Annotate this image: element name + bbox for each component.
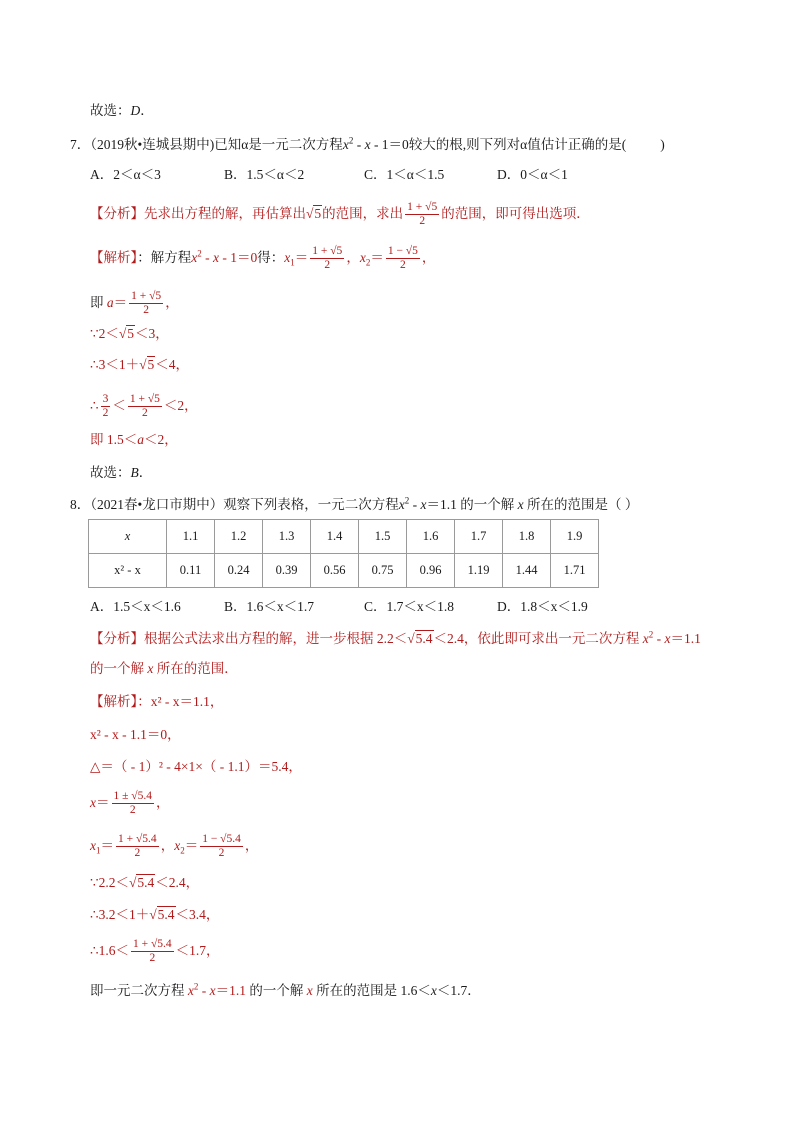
solution-text: x² - x - 1.1＝0， [90, 727, 181, 742]
table-row-f [89, 554, 599, 588]
q7-solution-line5: ∴ $\frac{3}{2}$ ＜ $\frac{1 + √5}{2}$ ＜2， [90, 393, 198, 420]
answer-label: 故选： [90, 103, 131, 118]
solution-text: ＜3.4， [175, 907, 220, 922]
q7-answer-line: 故选：B． [90, 465, 153, 480]
table-cell: 1.2 [215, 520, 263, 554]
solution-tag: 【解析】 [90, 250, 138, 265]
q8-analysis-line2: 的一个解 x 所在的范围． [90, 661, 238, 676]
solution-text: 得： [257, 250, 285, 265]
q7-solution-line2: 即 a＝ $\frac{1 + √5}{2}$ ， [90, 290, 179, 317]
q7-stem-text: 已知α是一元二次方程 [214, 137, 343, 152]
analysis-text: 的范围，求出 [322, 206, 404, 221]
table-cell: 1.5 [359, 520, 407, 554]
table-cell: 1.3 [263, 520, 311, 554]
solution-text: ：x² - x＝1.1， [137, 694, 224, 709]
table-cell: 0.75 [359, 554, 407, 588]
q8-analysis-line1: 【分析】根据公式法求出方程的解，进一步根据 2.2＜√5.4＜2.4，依此即可求出一元二次方程 $x^2 - x=1.1$ [90, 629, 701, 646]
table-cell: 1.7 [455, 520, 503, 554]
solution-tag: 【解析】 [90, 694, 138, 709]
solution-text: ∴3＜1＋ [90, 357, 140, 372]
analysis-text: ＜2.4，依此即可求出一元二次方程 [433, 631, 640, 646]
q7-source: （2019秋•连城县期中) [90, 137, 215, 152]
q7-stem: 7．（2019秋•连城县期中)已知α是一元二次方程$x^2 - x - 1=0$较大的根,则下列对α值估计正确的是( ) [70, 135, 665, 152]
values-table [88, 519, 599, 588]
solution-text: ∴1.6＜ [90, 943, 129, 958]
q7-analysis: 【分析】先求出方程的解，再估算出√5的范围，求出 $\frac{1 + √5}{2}$ 的范围，即可得出选项． [90, 201, 590, 228]
answer-value: D [130, 103, 141, 118]
q8-final-line: 即一元二次方程 $x^2 - x=1.1$ 的一个解 x 所在的范围是 1.6＜x＜1.7． [90, 981, 481, 998]
solution-text: 的一个解 [249, 983, 304, 998]
table-cell: 1.19 [455, 554, 503, 588]
solution-text: 即 1.5＜ [90, 432, 138, 447]
q8-source: （2021春•龙口市期中） [90, 497, 224, 512]
solution-text: ＜2.4， [155, 875, 200, 890]
table-cell: 1.71 [551, 554, 599, 588]
solution-text: ＜2， [144, 432, 178, 447]
q7-option-c[interactable]: C．1＜α＜1.5 [364, 167, 445, 182]
table-cell: 1.8 [503, 520, 551, 554]
q8-option-b[interactable]: B．1.6＜x＜1.7 [224, 599, 315, 614]
q8-solution-line6: ∵2.2＜√5.4＜2.4， [90, 875, 200, 890]
q8-solution-line2 [90, 725, 181, 745]
q8-option-d[interactable]: D．1.8＜x＜1.9 [497, 599, 588, 614]
analysis-text: 根据公式法求出方程的解，进一步根据 2.2＜ [144, 631, 408, 646]
q8-solution-line1 [90, 692, 223, 712]
solution-text: ＜1.7， [175, 943, 220, 958]
q8-stem-tail: 所在的范围是（ ） [526, 497, 639, 512]
analysis-text: 的一个解 [90, 661, 144, 676]
table-cell: 1.44 [503, 554, 551, 588]
solution-text: △＝（ - 1）² - 4×1×（ - 1.1）＝5.4， [90, 759, 302, 774]
analysis-tag: 【分析】 [90, 206, 144, 221]
answer-value: B [130, 465, 139, 480]
q7-option-d[interactable]: D．0＜α＜1 [497, 167, 568, 182]
q7-stem-end: ) [660, 137, 665, 152]
q8-stem-text2: 的一个解 [460, 497, 515, 512]
solution-text: ：解方程 [137, 250, 192, 265]
q8-solution-line4: x＝ $\frac{1 \pm √5.4}{2}$ ， [90, 790, 170, 817]
table-cell: 1.4 [311, 520, 359, 554]
analysis-text: 先求出方程的解，再估算出 [144, 206, 306, 221]
table-cell: 0.96 [407, 554, 455, 588]
q7-option-b[interactable]: B．1.5＜α＜2 [224, 167, 305, 182]
q7-solution-line3: ∵2＜√5＜3， [90, 326, 169, 341]
solution-text: ＜4， [155, 357, 190, 372]
q8-stem: 8．（2021春•龙口市期中）观察下列表格，一元二次方程$x^2 - x=1.1$ 的一个解 x 所在的范围是（ ） [70, 495, 639, 512]
q8-solution-line5: $x_1=$ $\frac{1 + √5.4}{2}$ ，$x_2=$ $\frac{1 - √5.4}{2}$ ， [90, 833, 259, 860]
solution-text: ＜3， [135, 326, 169, 341]
q7-stem-text2: 较大的根,则下列对α值估计正确的是( [408, 137, 627, 152]
q8-stem-text: 观察下列表格，一元二次方程 [223, 497, 399, 512]
solution-text: ∴3.2＜1＋ [90, 907, 150, 922]
q8-option-c[interactable]: C．1.7＜x＜1.8 [364, 599, 455, 614]
q7-number: 7． [70, 137, 91, 152]
prev-answer-line: 故选：D． [90, 103, 154, 118]
table-header-f: x² - x [89, 554, 167, 588]
table-cell: 1.1 [167, 520, 215, 554]
answer-label: 故选： [90, 465, 131, 480]
q8-solution-line7: ∴3.2＜1＋√5.4＜3.4， [90, 907, 220, 922]
analysis-tag: 【分析】 [90, 631, 144, 646]
q7-solution-line6: 即 1.5＜a＜2， [90, 432, 178, 447]
q8-solution-line3 [90, 757, 302, 777]
q7-solution-line4: ∴3＜1＋√5＜4， [90, 357, 190, 372]
table-cell: 0.56 [311, 554, 359, 588]
solution-text: 即 [90, 295, 104, 310]
table-cell: 1.9 [551, 520, 599, 554]
solution-text: ∵2.2＜ [90, 875, 129, 890]
table-header-x: x [89, 520, 167, 554]
q7-option-a[interactable]: A．2＜α＜3 [90, 167, 161, 182]
solution-text: 即一元二次方程 [90, 983, 185, 998]
solution-text: 所在的范围是 1.6＜ [316, 983, 431, 998]
table-cell: 1.6 [407, 520, 455, 554]
table-cell: 0.11 [167, 554, 215, 588]
table-row-x [89, 520, 599, 554]
table-cell: 0.24 [215, 554, 263, 588]
analysis-text: 的范围，即可得出选项． [441, 206, 590, 221]
q7-solution-line1: 【解析】：解方程$x^2 - x - 1=0$得：$x_1=$ $\frac{1 + √5}{2}$ ，$x_2=$ $\frac{1 - √5}{2}$ ， [90, 245, 436, 272]
q8-number: 8． [70, 497, 91, 512]
solution-text: ∵2＜ [90, 326, 119, 341]
solution-text: ＜1.7． [436, 983, 481, 998]
q8-solution-line8: ∴1.6＜ $\frac{1 + √5.4}{2}$ ＜1.7， [90, 938, 220, 965]
q8-option-a[interactable]: A．1.5＜x＜1.6 [90, 599, 181, 614]
solution-text: ＜2， [163, 398, 198, 413]
table-cell: 0.39 [263, 554, 311, 588]
analysis-text: 所在的范围． [156, 661, 238, 676]
